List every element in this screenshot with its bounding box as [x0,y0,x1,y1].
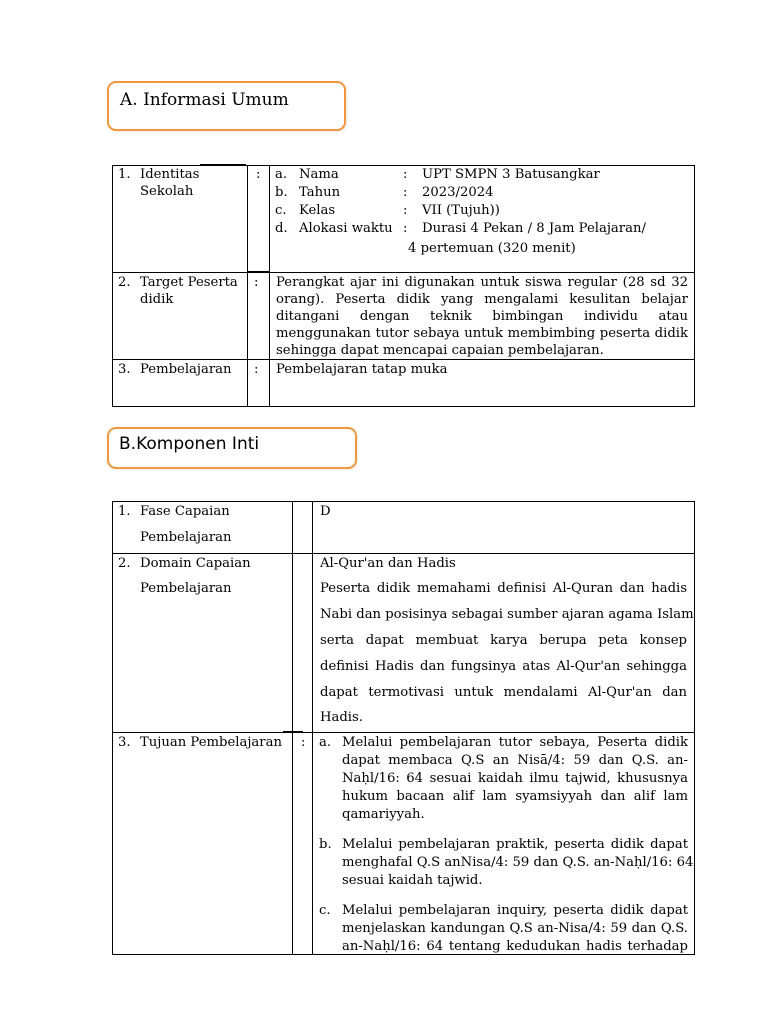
tab-leader-mark [247,271,269,272]
item-line: Melalui pembelajaran praktik, peserta didik dapat [342,837,688,852]
row-number: 3. [118,362,131,377]
section-a-title: A. Informasi Umum [120,90,289,110]
row-colon: : [254,362,259,377]
item-line: hukum bacaan alif lam syamsiyyah dan alif lam [342,789,688,804]
row-label: didik [140,292,174,307]
paragraph-line: Peserta didik memahami definisi Al-Quran dan hadis [320,581,687,596]
item-colon: : [403,167,408,182]
item-line: menjelaskan kandungan Q.S an-Nisa/4: 59 dan Q.S. [342,921,688,936]
row-label: Target Peserta [140,275,238,290]
row-number: 1. [118,504,131,519]
row-colon: : [301,735,306,750]
item-line: Naḥl/16: 64 sesuai kaidah ilmu tajwid, khususnya [342,771,688,786]
row-number: 2. [118,556,131,571]
paragraph-line: serta dapat membuat karya berupa peta konsep [320,633,687,648]
item-letter: a. [275,167,288,182]
row-label: Pembelajaran [140,530,232,545]
row-label: Identitas [140,167,200,182]
item-line: an-Naḥl/16: 64 tentang kedudukan hadis terhadap [342,939,688,954]
item-letter: c. [319,903,331,918]
row-label: Fase Capaian [140,504,230,519]
tab-leader-mark [283,731,303,732]
paragraph-line: Perangkat ajar ini digunakan untuk siswa regular (28 sd 32 [276,275,688,290]
general-info-table [112,165,695,407]
item-value: VII (Tujuh)) [422,203,500,218]
item-line: menghafal Q.S anNisa/4: 59 dan Q.S. an-Naḥl/16: 64 [342,855,694,870]
paragraph-line: menggunakan tutor sebaya untuk membimbing peserta didik [276,326,688,341]
item-value: 2023/2024 [422,185,494,200]
tab-leader-mark [200,164,246,165]
item-value-continuation: 4 pertemuan (320 menit) [408,241,576,256]
section-b-title: B.Komponen Inti [119,434,260,454]
paragraph-line: definisi Hadis dan fungsinya atas Al-Qur'an sehingga [320,659,687,674]
paragraph-line: D [320,504,331,519]
core-component-table [112,501,695,955]
row-label: Sekolah [140,184,194,199]
item-colon: : [403,203,408,218]
paragraph-line: ditangani dengan teknik bimbingan individu atau [276,309,688,324]
item-line: qamariyyah. [342,807,425,822]
item-letter: d. [275,221,288,236]
row-number: 2. [118,275,131,290]
item-line: Melalui pembelajaran inquiry, peserta didik dapat [342,903,688,918]
item-key: Tahun [299,185,341,200]
item-value: Durasi 4 Pekan / 8 Jam Pelajaran/ [422,221,646,236]
paragraph-line: dapat termotivasi untuk mendalami Al-Qur'an dan [320,685,687,700]
item-value: UPT SMPN 3 Batusangkar [422,167,600,182]
item-key: Kelas [299,203,336,218]
row-colon: : [254,275,259,290]
paragraph-line: Pembelajaran tatap muka [276,362,448,377]
item-letter: b. [319,837,332,852]
paragraph-line: Hadis. [320,710,363,725]
paragraph-line: Nabi dan posisinya sebagai sumber ajaran agama Islam [320,607,694,622]
row-number: 3. [118,735,131,750]
item-line: sesuai kaidah tajwid. [342,873,483,888]
item-key: Alokasi waktu [299,221,393,236]
item-colon: : [403,185,408,200]
item-letter: c. [275,203,287,218]
row-label: Domain Capaian [140,556,251,571]
item-letter: a. [319,735,332,750]
row-number: 1. [118,167,131,182]
paragraph-line: Al-Qur'an dan Hadis [320,556,456,571]
paragraph-line: orang). Peserta didik yang mengalami kesulitan belajar [276,292,688,307]
row-label: Pembelajaran [140,581,232,596]
item-line: dapat membaca Q.S an Nisā/4: 59 dan Q.S. an- [342,753,688,768]
row-label: Pembelajaran [140,362,232,377]
row-colon: : [256,167,261,182]
item-line: Melalui pembelajaran tutor sebaya, Peserta didik [342,735,688,750]
row-label: Tujuan Pembelajaran [140,735,282,750]
item-colon: : [403,221,408,236]
item-key: Nama [299,167,339,182]
item-letter: b. [275,185,288,200]
paragraph-line: sehingga dapat mencapai capaian pembelajaran. [276,343,604,358]
